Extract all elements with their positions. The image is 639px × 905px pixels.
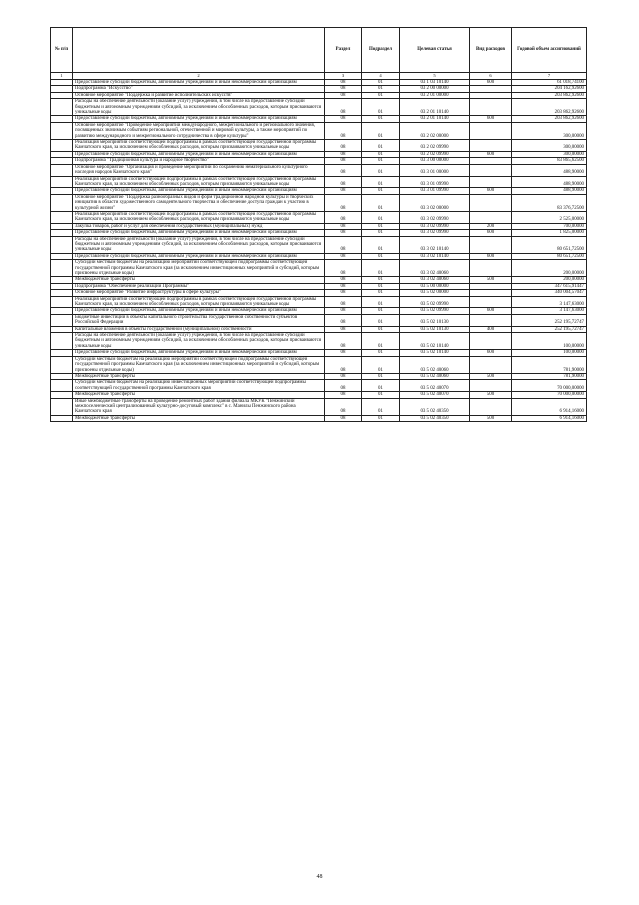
cell-razdel: 08 [325, 164, 362, 176]
table-body [51, 80, 587, 422]
cell-podrazdel: 01 [362, 194, 400, 211]
cell-razdel: 08 [325, 211, 362, 223]
cell-number [51, 296, 73, 308]
cell-name: Предоставление субсидий бюджетным, автономным учреждениям и иным некоммерческим организациям [73, 188, 325, 194]
cell-podrazdel: 01 [362, 80, 400, 86]
cell-amount: 61 018,74100 [512, 80, 587, 86]
cell-podrazdel: 01 [362, 260, 400, 277]
cell-expense-type: 500 [470, 392, 512, 398]
cell-name: Основное мероприятие "Поддержка и развитие исполнительских искусств" [73, 92, 325, 98]
cell-amount: 80 651,72500 [512, 253, 587, 259]
cell-expense-type: 600 [470, 116, 512, 122]
cell-number [51, 415, 73, 421]
cell-target-article: 03 5 02 40070 [400, 392, 470, 398]
cell-amount: 100,00000 [512, 333, 587, 350]
cell-expense-type [470, 140, 512, 152]
cell-name: Предоставление субсидий бюджетным, автономным учреждениям и иным некоммерческим организациям [73, 151, 325, 157]
cell-podrazdel: 01 [362, 116, 400, 122]
cell-name: Расходы на обеспечение деятельности (оказание услуг) учреждений, в том числе на предоставление субсидий бюджетным и автономным учреждениям субсидий, за исключением обособленных расходов, которым присваиваются уникальные коды [73, 333, 325, 350]
table-row [51, 398, 587, 415]
table-row [51, 260, 587, 277]
cell-target-article: 03 3 02 09990 [400, 230, 470, 236]
table-row [51, 176, 587, 188]
header-number: № п/п [51, 28, 73, 73]
cell-amount: 203 862,92600 [512, 116, 587, 122]
cell-razdel: 08 [325, 116, 362, 122]
cell-expense-type: 600 [470, 151, 512, 157]
cell-target-article: 03 2 00 00000 [400, 86, 470, 92]
cell-amount: 347 615,91447 [512, 283, 587, 289]
cell-target-article: 03 2 01 10140 [400, 99, 470, 116]
cell-podrazdel: 01 [362, 86, 400, 92]
cell-name: Субсидии местным бюджетам на реализацию мероприятий соответствующей подпрограммы соответствующей государственной программы Камчатского края (за исключением инвестиционных мероприятий и субсидий, которым присвоены отдельные коды) [73, 356, 325, 373]
table-row [51, 211, 587, 223]
table-row [51, 194, 587, 211]
cell-razdel: 08 [325, 260, 362, 277]
cell-podrazdel: 01 [362, 392, 400, 398]
cell-name: Реализация мероприятий соответствующей подпрограммы в рамках соответствующей государственной программы Камчатского края, за исключением обособленных расходов, которым присваиваются уникальные коды [73, 176, 325, 188]
cell-expense-type: 400 [470, 326, 512, 332]
cell-name: Межбюджетные трансферты [73, 392, 325, 398]
cell-number [51, 194, 73, 211]
cell-target-article: 03 5 02 00000 [400, 290, 470, 296]
column-index: 6 [470, 73, 512, 80]
cell-expense-type [470, 122, 512, 139]
header-expense-type: Вид расходов [470, 28, 512, 73]
cell-name: Предоставление субсидий бюджетным, автономным учреждениям и иным некоммерческим организациям [73, 80, 325, 86]
cell-expense-type: 600 [470, 188, 512, 194]
cell-target-article: 03 5 02 40060 [400, 373, 470, 379]
cell-name: Субсидии местным бюджетам на реализацию инвестиционных мероприятий соответствующей подпрограммы соответствующей государственной программы Камчатского края [73, 380, 325, 392]
cell-razdel: 08 [325, 188, 362, 194]
cell-target-article: 03 5 02 10140 [400, 333, 470, 350]
cell-razdel: 08 [325, 356, 362, 373]
cell-amount: 2 525,00000 [512, 211, 587, 223]
cell-razdel: 08 [325, 151, 362, 157]
cell-amount: 781,90000 [512, 373, 587, 379]
cell-podrazdel: 01 [362, 415, 400, 421]
cell-podrazdel: 01 [362, 398, 400, 415]
cell-amount: 6 914,16000 [512, 398, 587, 415]
cell-amount: 340 004,57047 [512, 290, 587, 296]
cell-target-article: 03 2 01 10140 [400, 116, 470, 122]
cell-podrazdel: 01 [362, 326, 400, 332]
cell-target-article: 03 5 02 40350 [400, 398, 470, 415]
column-index: 1 [51, 73, 73, 80]
cell-name: Реализация мероприятий соответствующей подпрограммы в рамках соответствующей государственной программы Камчатского края, за исключением обособленных расходов, которым присваиваются уникальные коды [73, 140, 325, 152]
header-razdel: Раздел [325, 28, 362, 73]
cell-target-article: 03 5 02 10140 [400, 350, 470, 356]
table-row [51, 236, 587, 253]
cell-expense-type [470, 176, 512, 188]
cell-amount: 3 147,63000 [512, 308, 587, 314]
cell-target-article: 03 5 02 40060 [400, 356, 470, 373]
cell-number [51, 164, 73, 176]
cell-name: Межбюджетные трансферты [73, 415, 325, 421]
cell-razdel: 08 [325, 86, 362, 92]
cell-target-article: 03 3 02 10140 [400, 253, 470, 259]
cell-razdel: 08 [325, 314, 362, 326]
cell-expense-type: 600 [470, 308, 512, 314]
cell-target-article: 03 3 02 40060 [400, 260, 470, 277]
cell-amount: 70 000,00000 [512, 392, 587, 398]
cell-target-article: 03 3 02 10140 [400, 236, 470, 253]
table-row [51, 164, 587, 176]
cell-target-article: 03 3 01 00000 [400, 164, 470, 176]
cell-podrazdel: 01 [362, 211, 400, 223]
cell-amount: 1 825,00000 [512, 230, 587, 236]
cell-razdel: 08 [325, 283, 362, 289]
column-index: 7 [512, 73, 587, 80]
cell-name: Иные межбюджетные трансферты на проведение ремонтных работ здания филиала МКУК "Пенжинский межпоселенческий централизованный культурно-досуговый комплекс" в с. Манилы Пенжинского района Камчатского края [73, 398, 325, 415]
cell-target-article: 03 2 02 00000 [400, 122, 470, 139]
cell-amount: 3 147,63000 [512, 296, 587, 308]
cell-amount: 488,90000 [512, 176, 587, 188]
cell-amount: 252 195,72747 [512, 314, 587, 326]
cell-amount: 200,00000 [512, 277, 587, 283]
cell-podrazdel: 01 [362, 92, 400, 98]
cell-podrazdel: 01 [362, 223, 400, 229]
cell-expense-type: 500 [470, 277, 512, 283]
cell-target-article: 03 3 01 09990 [400, 176, 470, 188]
cell-expense-type: 500 [470, 373, 512, 379]
cell-expense-type: 500 [470, 415, 512, 421]
cell-amount: 6 914,16000 [512, 415, 587, 421]
cell-razdel: 08 [325, 380, 362, 392]
cell-razdel: 08 [325, 223, 362, 229]
cell-podrazdel: 01 [362, 373, 400, 379]
cell-target-article: 03 2 02 09990 [400, 151, 470, 157]
cell-target-article: 03 5 02 40070 [400, 380, 470, 392]
cell-podrazdel: 01 [362, 314, 400, 326]
cell-podrazdel: 01 [362, 188, 400, 194]
cell-name: Расходы на обеспечение деятельности (оказание услуг) учреждений, в том числе на предоставление субсидий бюджетным и автономным учреждениям субсидий, за исключением обособленных расходов, которым присваиваются уникальные коды [73, 99, 325, 116]
cell-target-article: 03 5 02 40350 [400, 415, 470, 421]
cell-amount: 203 862,92600 [512, 99, 587, 116]
cell-expense-type [470, 99, 512, 116]
column-index: 5 [400, 73, 470, 80]
table-row [51, 122, 587, 139]
cell-amount: 70 000,00000 [512, 380, 587, 392]
column-index: 4 [362, 73, 400, 80]
cell-name: Предоставление субсидий бюджетным, автономным учреждениям и иным некоммерческим организациям [73, 308, 325, 314]
cell-expense-type: 600 [470, 350, 512, 356]
cell-amount: 80 651,72500 [512, 236, 587, 253]
cell-podrazdel: 01 [362, 99, 400, 116]
cell-number [51, 380, 73, 392]
cell-number [51, 140, 73, 152]
cell-expense-type [470, 380, 512, 392]
cell-target-article: 03 5 00 00000 [400, 283, 470, 289]
cell-amount: 252 195,72747 [512, 326, 587, 332]
cell-amount: 488,90000 [512, 164, 587, 176]
cell-amount: 488,90000 [512, 188, 587, 194]
cell-amount: 781,90000 [512, 356, 587, 373]
table-row [51, 140, 587, 152]
cell-name: Предоставление субсидий бюджетным, автономным учреждениям и иным некоммерческим организациям [73, 253, 325, 259]
cell-name: Расходы на обеспечение деятельности (оказание услуг) учреждений, в том числе на предоставление субсидий бюджетным и автономным учреждениям субсидий, за исключением обособленных расходов, которым присваиваются уникальные коды [73, 236, 325, 253]
header-podrazdel: Подраздел [362, 28, 400, 73]
cell-expense-type [470, 314, 512, 326]
cell-razdel: 08 [325, 350, 362, 356]
cell-podrazdel: 01 [362, 296, 400, 308]
cell-number [51, 211, 73, 223]
cell-expense-type [470, 296, 512, 308]
cell-razdel: 08 [325, 296, 362, 308]
cell-razdel: 08 [325, 326, 362, 332]
table-row [51, 296, 587, 308]
cell-name: Основное мероприятие "Проведение мероприятий международного, межрегионального и регионального значения, посвященных значимым событиям региональной, отечественной и мировой культуры, а также мероприятий по развитию международного и межрегионального сотрудничества в сфере культуры" [73, 122, 325, 139]
cell-razdel: 08 [325, 415, 362, 421]
cell-name: Подпрограмма "Обеспечение реализации Программы" [73, 283, 325, 289]
cell-expense-type: 600 [470, 80, 512, 86]
cell-number [51, 236, 73, 253]
cell-amount: 83 376,72500 [512, 194, 587, 211]
cell-amount: 203 862,92600 [512, 92, 587, 98]
page-number: 48 [316, 874, 323, 880]
cell-number [51, 99, 73, 116]
cell-name: Реализация мероприятий соответствующей подпрограммы в рамках соответствующей государственной программы Камчатского края, за исключением обособленных расходов, которым присваиваются уникальные коды [73, 211, 325, 223]
column-index: 3 [325, 73, 362, 80]
cell-number [51, 333, 73, 350]
cell-amount: 200,00000 [512, 260, 587, 277]
cell-target-article: 03 3 00 00000 [400, 158, 470, 164]
cell-target-article: 03 2 01 00000 [400, 92, 470, 98]
cell-name: Основное мероприятие "Организация и проведение мероприятий по сохранению нематериального культурного наследия народов Камчатского края" [73, 164, 325, 176]
cell-expense-type [470, 260, 512, 277]
column-index-row [51, 73, 587, 80]
cell-expense-type [470, 164, 512, 176]
cell-podrazdel: 01 [362, 176, 400, 188]
cell-razdel: 08 [325, 80, 362, 86]
table-row [51, 314, 587, 326]
cell-number [51, 122, 73, 139]
cell-podrazdel: 01 [362, 308, 400, 314]
cell-name: Бюджетные инвестиции в объекты капитального строительства государственной собственности субъектов Российской Федерации [73, 314, 325, 326]
header-annual-volume: Годовой объем ассигнований [512, 28, 587, 73]
cell-razdel: 08 [325, 290, 362, 296]
cell-podrazdel: 01 [362, 122, 400, 139]
cell-razdel: 08 [325, 158, 362, 164]
cell-amount: 700,00000 [512, 223, 587, 229]
cell-razdel: 08 [325, 236, 362, 253]
cell-razdel: 08 [325, 99, 362, 116]
cell-podrazdel: 01 [362, 290, 400, 296]
cell-podrazdel: 01 [362, 230, 400, 236]
cell-expense-type: 600 [470, 253, 512, 259]
cell-number [51, 356, 73, 373]
cell-number [51, 176, 73, 188]
cell-number [51, 260, 73, 277]
column-index: 2 [73, 73, 325, 80]
cell-name: Основное мероприятие "Развитие инфраструктуры в сфере культуры" [73, 290, 325, 296]
cell-number [51, 398, 73, 415]
cell-expense-type: 600 [470, 230, 512, 236]
cell-target-article: 03 5 02 10130 [400, 326, 470, 332]
cell-razdel: 08 [325, 277, 362, 283]
cell-name: Межбюджетные трансферты [73, 373, 325, 379]
cell-podrazdel: 01 [362, 350, 400, 356]
cell-target-article: 03 1 03 10140 [400, 80, 470, 86]
cell-razdel: 08 [325, 333, 362, 350]
cell-name: Подпрограмма "Традиционная культура и народное творчество" [73, 158, 325, 164]
cell-podrazdel: 01 [362, 380, 400, 392]
cell-name: Подпрограмма "Искусство" [73, 86, 325, 92]
cell-razdel: 08 [325, 392, 362, 398]
cell-podrazdel: 01 [362, 236, 400, 253]
cell-amount: 83 865,62500 [512, 158, 587, 164]
cell-target-article: 03 5 02 10130 [400, 314, 470, 326]
cell-amount: 300,00000 [512, 151, 587, 157]
cell-name: Закупка товаров, работ и услуг для обеспечения государственных (муниципальных) нужд [73, 223, 325, 229]
cell-amount: 300,00000 [512, 140, 587, 152]
cell-amount: 300,00000 [512, 122, 587, 139]
cell-target-article: 03 3 02 09990 [400, 211, 470, 223]
cell-name: Межбюджетные трансферты [73, 277, 325, 283]
cell-name: Капитальные вложения в объекты государственной (муниципальной) собственности [73, 326, 325, 332]
cell-razdel: 08 [325, 122, 362, 139]
cell-name: Реализация мероприятий соответствующей подпрограммы в рамках соответствующей государственной программы Камчатского края, за исключением обособленных расходов, которым присваиваются уникальные коды [73, 296, 325, 308]
cell-podrazdel: 01 [362, 151, 400, 157]
cell-target-article: 03 3 01 09990 [400, 188, 470, 194]
cell-target-article: 03 3 02 09990 [400, 223, 470, 229]
table-row [51, 99, 587, 116]
table-row [51, 415, 587, 421]
cell-podrazdel: 01 [362, 356, 400, 373]
cell-expense-type [470, 236, 512, 253]
cell-podrazdel: 01 [362, 140, 400, 152]
cell-podrazdel: 01 [362, 158, 400, 164]
header-target-article: Целевая статья [400, 28, 470, 73]
cell-name: Субсидии местным бюджетам на реализацию мероприятий соответствующей подпрограммы соответствующей государственной программы Камчатского края (за исключением инвестиционных мероприятий и субсидий, которым присвоены отдельные коды) [73, 260, 325, 277]
table-row [51, 356, 587, 373]
cell-target-article: 03 3 02 40060 [400, 277, 470, 283]
cell-podrazdel: 01 [362, 277, 400, 283]
cell-target-article: 03 3 02 00000 [400, 194, 470, 211]
cell-razdel: 08 [325, 140, 362, 152]
cell-expense-type [470, 211, 512, 223]
header-name [73, 28, 325, 73]
cell-amount: 100,00000 [512, 350, 587, 356]
cell-razdel: 08 [325, 230, 362, 236]
cell-expense-type: 200 [470, 223, 512, 229]
cell-razdel: 08 [325, 308, 362, 314]
cell-razdel: 08 [325, 92, 362, 98]
cell-podrazdel: 01 [362, 164, 400, 176]
cell-name: Предоставление субсидий бюджетным, автономным учреждениям и иным некоммерческим организациям [73, 230, 325, 236]
cell-name: Предоставление субсидий бюджетным, автономным учреждениям и иным некоммерческим организациям [73, 116, 325, 122]
table-row [51, 380, 587, 392]
cell-target-article: 03 2 02 09990 [400, 140, 470, 152]
cell-razdel: 08 [325, 398, 362, 415]
cell-razdel: 08 [325, 373, 362, 379]
cell-podrazdel: 01 [362, 283, 400, 289]
cell-razdel: 08 [325, 194, 362, 211]
cell-expense-type [470, 194, 512, 211]
cell-name: Предоставление субсидий бюджетным, автономным учреждениям и иным некоммерческим организациям [73, 350, 325, 356]
cell-expense-type [470, 333, 512, 350]
cell-target-article: 03 5 02 09990 [400, 308, 470, 314]
cell-name: Основное мероприятие "Поддержка разнообразных видов и форм традиционной народной культуры и творческих инициатив в области художественного самодеятельного творчества и обеспечение доступа граждан к участию в культурной жизни" [73, 194, 325, 211]
cell-amount: 204 162,92600 [512, 86, 587, 92]
cell-podrazdel: 01 [362, 333, 400, 350]
cell-expense-type [470, 398, 512, 415]
budget-table [50, 27, 587, 422]
table-row [51, 333, 587, 350]
cell-expense-type [470, 356, 512, 373]
cell-target-article: 03 5 02 09990 [400, 296, 470, 308]
cell-razdel: 08 [325, 176, 362, 188]
cell-podrazdel: 01 [362, 253, 400, 259]
table-header-row [51, 28, 587, 73]
cell-number [51, 314, 73, 326]
cell-razdel: 08 [325, 253, 362, 259]
